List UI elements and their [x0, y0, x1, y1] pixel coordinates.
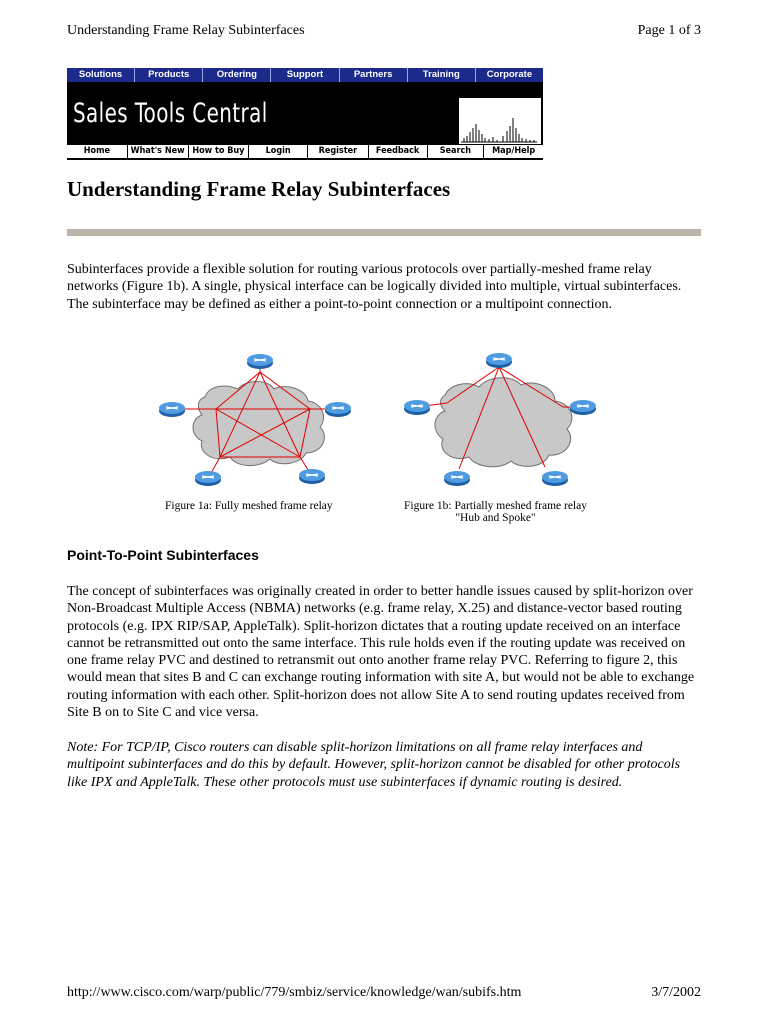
- nav-how-to-buy[interactable]: How to Buy: [189, 145, 250, 158]
- topnav-support[interactable]: Support: [271, 68, 339, 82]
- title-divider: [67, 229, 701, 236]
- nav-search[interactable]: Search: [428, 145, 485, 158]
- topnav-training[interactable]: Training: [408, 68, 476, 82]
- nav-login[interactable]: Login: [249, 145, 308, 158]
- figure-hub-and-spoke-diagram: [395, 345, 620, 495]
- frame-relay-cloud: [193, 382, 324, 466]
- site-banner: [67, 68, 543, 160]
- body-paragraph: The concept of subinterfaces was originally created in order to better handle issues caused by split-horizon over Non-Broadcast Multiple Access (NBMA) networks (e.g. frame relay, X.25) and distance-vector based routing protocols (e.g. IPX RIP/SAP, AppleTalk). Split-horizon dictates that a routing update received on an interface cannot be retransmitted out onto the same interface. This rule holds even if the routing update was received on one frame relay PVC and destined to retransmit out onto another frame relay PVC. Referring to figure 2, this would mean that sites B and C can exchange routing information with site A, but would not be able to exchange routing information with each other. Split-horizon does not allow Site A to send routing updates received from Site B on to Site C and vice versa.: [67, 584, 695, 721]
- brand-logo-text: Sales Tools Central: [73, 98, 268, 129]
- nav-register[interactable]: Register: [308, 145, 369, 158]
- footer-url[interactable]: http://www.cisco.com/warp/public/779/smbiz/service/knowledge/wan/subifs.htm: [67, 985, 522, 1000]
- figure-1a-caption: Figure 1a: Fully meshed frame relay: [165, 500, 333, 512]
- nav-map-help[interactable]: Map/Help: [492, 146, 536, 156]
- brand-bar: [67, 82, 543, 144]
- note-paragraph: Note: For TCP/IP, Cisco routers can disable split-horizon limitations on all frame relay interfaces and multipoint subinterfaces and do this by default. However, split-horizon cannot be disabled for other protocols like IPX and AppleTalk. These other protocols must use subinterfaces if dynamic routing is desired.: [67, 740, 681, 790]
- intro-paragraph: Subinterfaces provide a flexible solution for routing various protocols over partially-meshed frame relay networks (Figure 1b). A single, physical interface can be logically divided into multiple, virtual subinterfaces. The subinterface may be defined as either a point-to-point connection or a multipoint connection.: [67, 262, 682, 312]
- footer-date: 3/7/2002: [651, 985, 701, 1000]
- topnav-solutions[interactable]: Solutions: [67, 68, 135, 82]
- page-number: Page 1 of 3: [637, 23, 701, 38]
- frame-relay-cloud: [435, 378, 572, 467]
- topnav-products[interactable]: Products: [135, 68, 203, 82]
- figure-1b-caption: [404, 500, 587, 524]
- nav-home[interactable]: Home: [67, 145, 128, 158]
- topnav-ordering[interactable]: Ordering: [203, 68, 271, 82]
- figure-1b-caption-line1: Figure 1b: Partially meshed frame relay: [404, 500, 587, 512]
- section-heading: Point-To-Point Subinterfaces: [67, 547, 259, 563]
- document-header-title: Understanding Frame Relay Subinterfaces: [67, 23, 305, 38]
- page-title: Understanding Frame Relay Subinterfaces: [67, 177, 451, 201]
- bottom-navigation: [67, 144, 543, 160]
- nav-feedback[interactable]: Feedback: [369, 145, 428, 158]
- sparkline-logo-icon: [459, 98, 541, 146]
- topnav-partners[interactable]: Partners: [340, 68, 408, 82]
- figure-fully-meshed-diagram: [150, 345, 370, 495]
- nav-whats-new[interactable]: What's New: [128, 145, 189, 158]
- figure-1b-caption-line2: "Hub and Spoke": [455, 512, 536, 524]
- top-navigation: [67, 68, 543, 82]
- topnav-corporate[interactable]: Corporate: [486, 69, 533, 80]
